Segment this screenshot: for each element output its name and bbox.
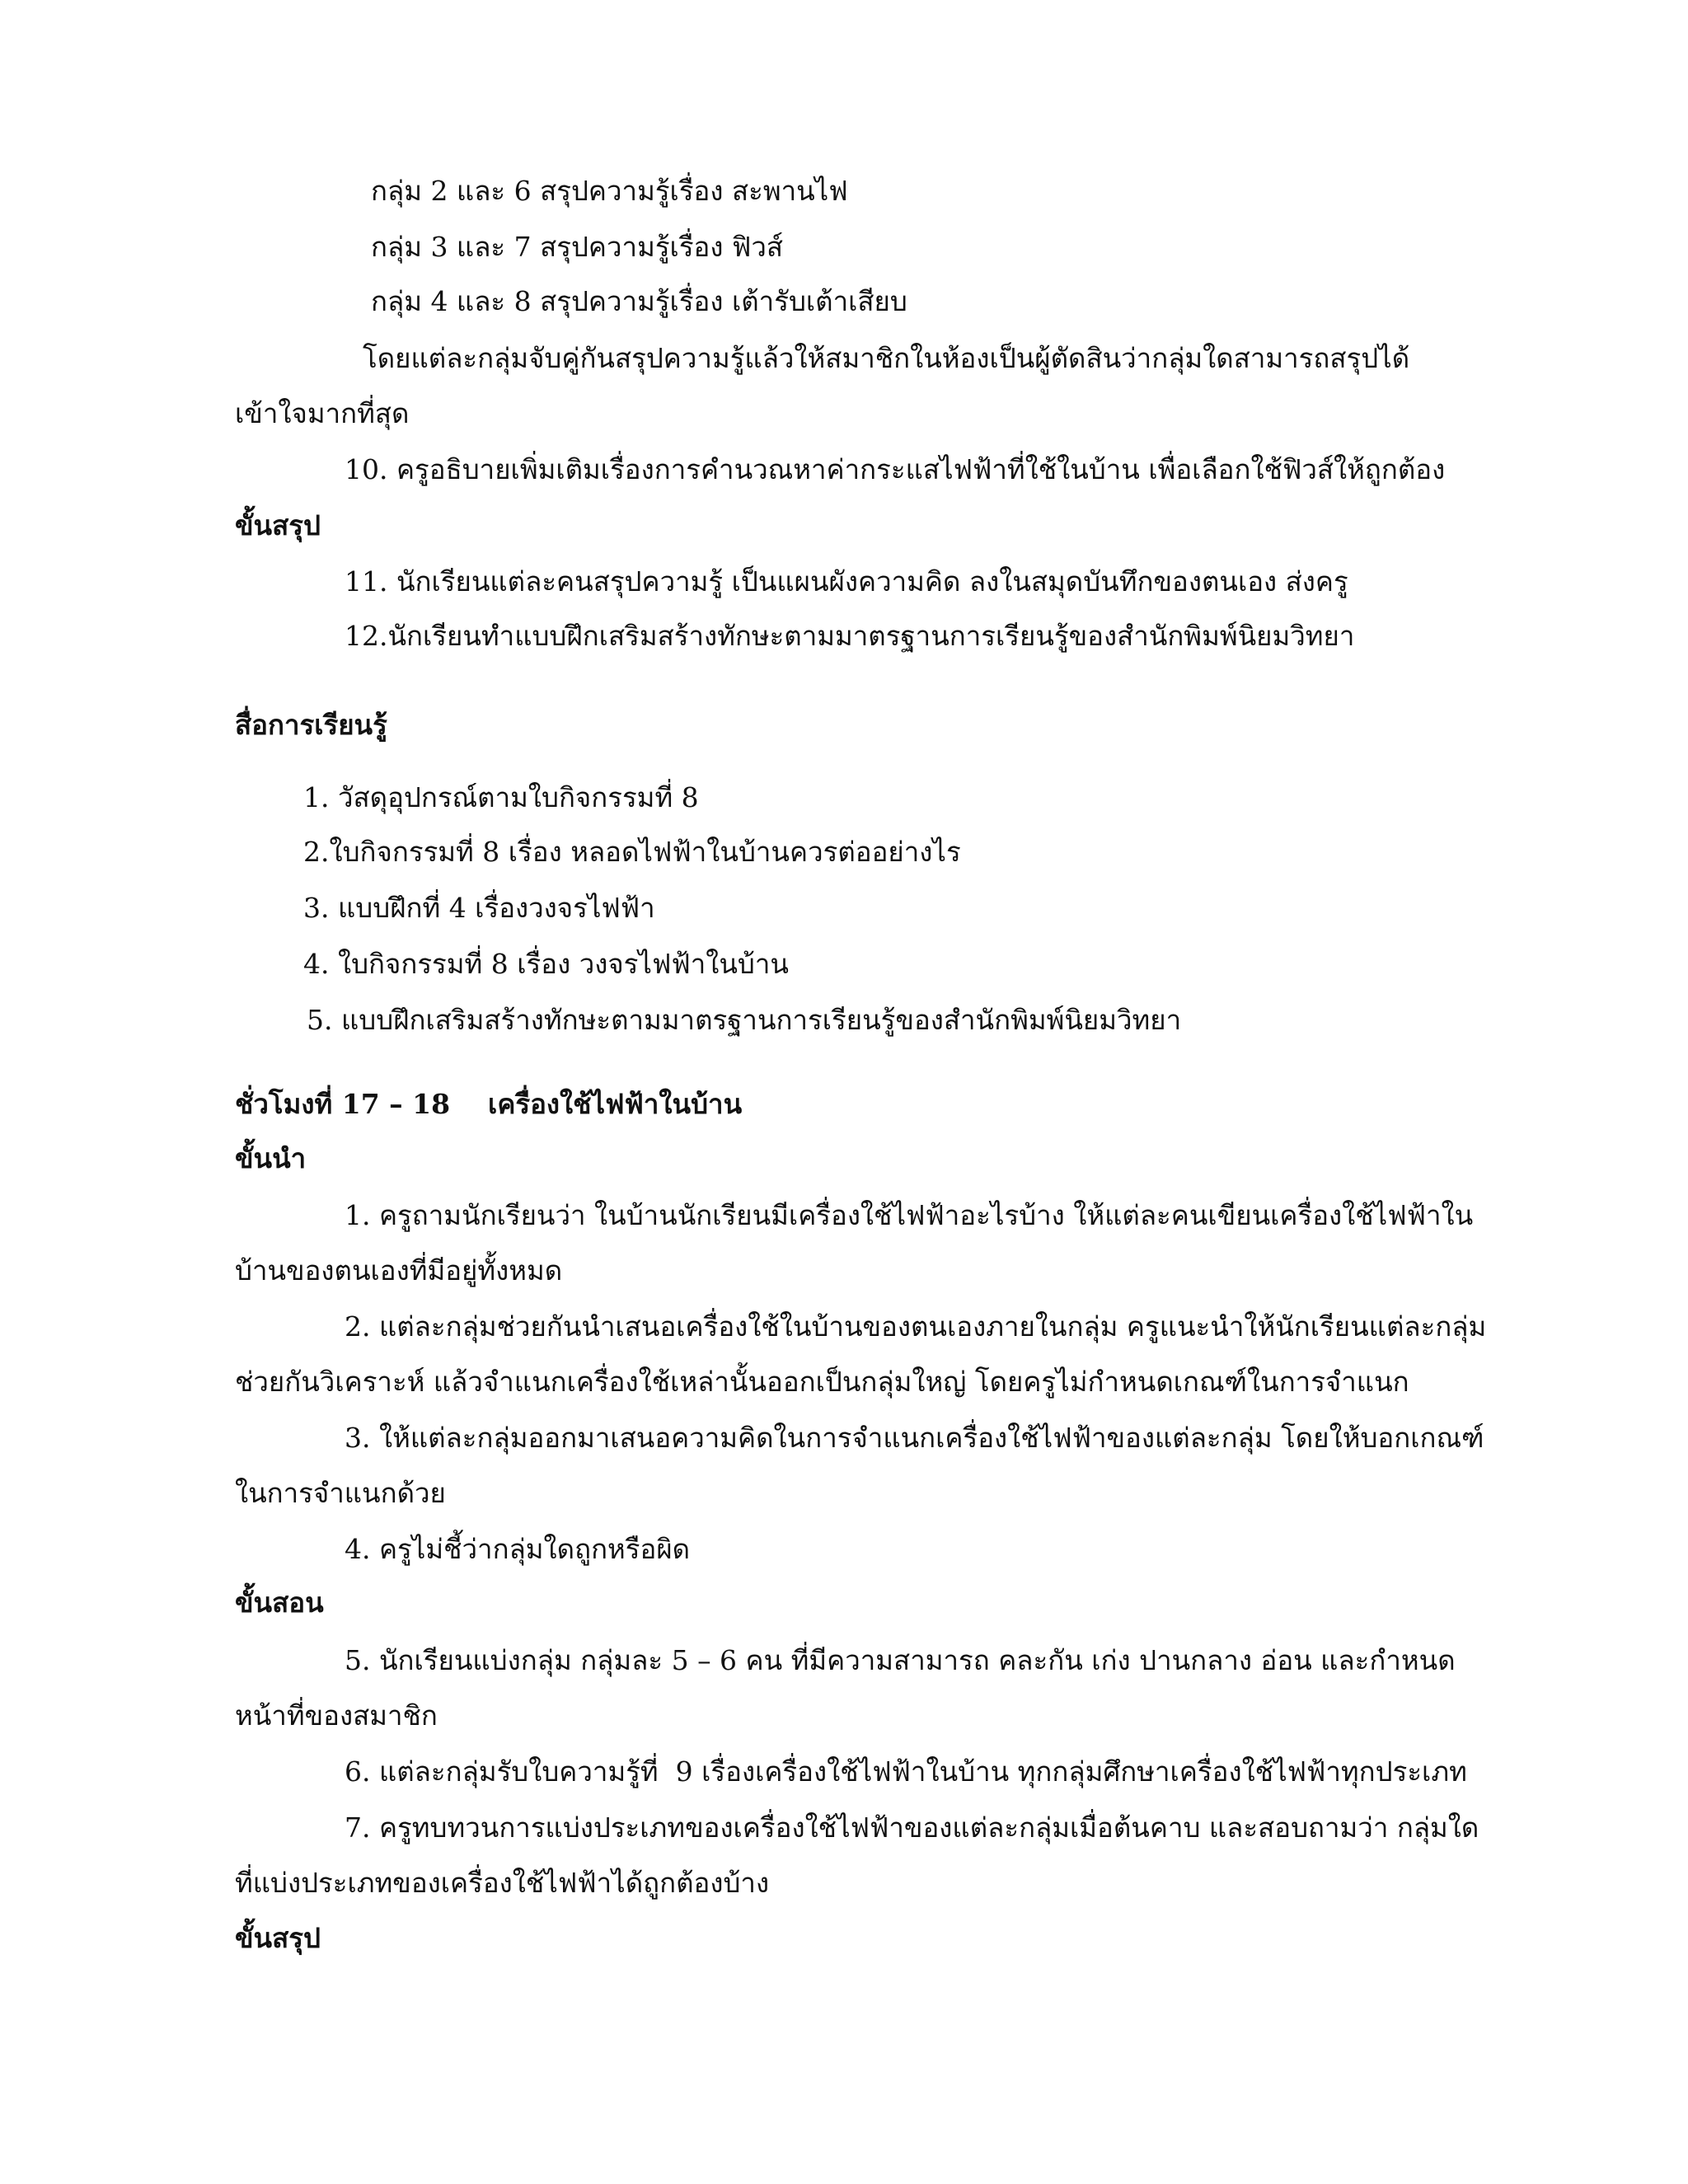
group-2-6-line: กลุ่ม 2 และ 6 สรุปความรู้เรื่อง สะพานไฟ <box>371 175 848 207</box>
teach-heading: ขั้นสอน <box>235 1586 324 1619</box>
media-item-3: 3. แบบฝึกที่ 4 เรื่องวงจรไฟฟ้า <box>303 892 655 924</box>
intro-item-3-line-2: ในการจำแนกด้วย <box>235 1477 446 1509</box>
pair-paragraph-line-2: เข้าใจมากที่สุด <box>235 397 410 429</box>
media-item-2: 2.ใบกิจกรรมที่ 8 เรื่อง หลอดไฟฟ้าในบ้านควรต่ออย่างไร <box>303 836 961 868</box>
item-11: 11. นักเรียนแต่ละคนสรุปความรู้ เป็นแผนผังความคิด ลงในสมุดบันทึกของตนเอง ส่งครู <box>345 565 1348 598</box>
section-title: ชั่วโมงที่ 17 – 18 เครื่องใช้ไฟฟ้าในบ้าน <box>235 1088 743 1120</box>
intro-item-1-line-2: บ้านของตนเองที่มีอยู่ทั้งหมด <box>235 1254 563 1286</box>
teach-item-5-line-1: 5. นักเรียนแบ่งกลุ่ม กลุ่มละ 5 – 6 คน ที่มีความสามารถ คละกัน เก่ง ปานกลาง อ่อน และกำหนด <box>345 1644 1456 1676</box>
intro-item-3-line-1: 3. ให้แต่ละกลุ่มออกมาเสนอความคิดในการจำแนกเครื่องใช้ไฟฟ้าของแต่ละกลุ่ม โดยให้บอกเกณฑ์ <box>345 1422 1484 1454</box>
item-12: 12.นักเรียนทำแบบฝึกเสริมสร้างทักษะตามมาตรฐานการเรียนรู้ของสำนักพิมพ์นิยมวิทยา <box>345 620 1355 652</box>
conclusion-heading-2: ขั้นสรุป <box>235 1922 321 1954</box>
intro-item-2-line-2: ช่วยกันวิเคราะห์ แล้วจำแนกเครื่องใช้เหล่านั้นออกเป็นกลุ่มใหญ่ โดยครูไม่กำหนดเกณฑ์ในการจำแนก <box>235 1366 1409 1398</box>
teach-item-7-line-1: 7. ครูทบทวนการแบ่งประเภทของเครื่องใช้ไฟฟ้าของแต่ละกลุ่มเมื่อต้นคาบ และสอบถามว่า กลุ่มใด <box>345 1811 1479 1844</box>
teach-item-6: 6. แต่ละกลุ่มรับใบความรู้ที่ 9 เรื่องเครื่องใช้ไฟฟ้าในบ้าน ทุกกลุ่มศึกษาเครื่องใช้ไฟฟ้าทุกประเภท <box>345 1755 1467 1788</box>
intro-item-2-line-1: 2. แต่ละกลุ่มช่วยกันนำเสนอเครื่องใช้ในบ้านของตนเองภายในกลุ่ม ครูแนะนำให้นักเรียนแต่ละกลุ่ม <box>345 1310 1487 1343</box>
media-heading: สื่อการเรียนรู้ <box>235 709 387 741</box>
intro-heading: ขั้นนำ <box>235 1142 307 1174</box>
media-item-5: 5. แบบฝึกเสริมสร้างทักษะตามมาตรฐานการเรียนรู้ของสำนักพิมพ์นิยมวิทยา <box>307 1004 1182 1036</box>
item-10: 10. ครูอธิบายเพิ่มเติมเรื่องการคำนวณหาค่ากระแสไฟฟ้าที่ใช้ในบ้าน เพื่อเลือกใช้ฟิวส์ให้ถูกต้อง <box>345 453 1446 485</box>
intro-item-4: 4. ครูไม่ชี้ว่ากลุ่มใดถูกหรือผิด <box>345 1533 691 1565</box>
pair-paragraph-line-1: โดยแต่ละกลุ่มจับคู่กันสรุปความรู้แล้วให้สมาชิกในห้องเป็นผู้ตัดสินว่ากลุ่มใดสามารถสรุปได้ <box>363 342 1410 374</box>
group-4-8-line: กลุ่ม 4 และ 8 สรุปความรู้เรื่อง เต้ารับเต้าเสียบ <box>371 285 907 317</box>
group-3-7-line: กลุ่ม 3 และ 7 สรุปความรู้เรื่อง ฟิวส์ <box>371 231 784 263</box>
media-item-1: 1. วัสดุอุปกรณ์ตามใบกิจกรรมที่ 8 <box>303 781 699 813</box>
conclusion-heading-1: ขั้นสรุป <box>235 509 321 541</box>
teach-item-7-line-2: ที่แบ่งประเภทของเครื่องใช้ไฟฟ้าได้ถูกต้องบ้าง <box>235 1867 770 1899</box>
teach-item-5-line-2: หน้าที่ของสมาชิก <box>235 1699 438 1732</box>
media-item-4: 4. ใบกิจกรรมที่ 8 เรื่อง วงจรไฟฟ้าในบ้าน <box>303 948 789 980</box>
intro-item-1-line-1: 1. ครูถามนักเรียนว่า ในบ้านนักเรียนมีเครื่องใช้ไฟฟ้าอะไรบ้าง ให้แต่ละคนเขียนเครื่องใช้ไฟฟ้าใน <box>345 1199 1474 1231</box>
